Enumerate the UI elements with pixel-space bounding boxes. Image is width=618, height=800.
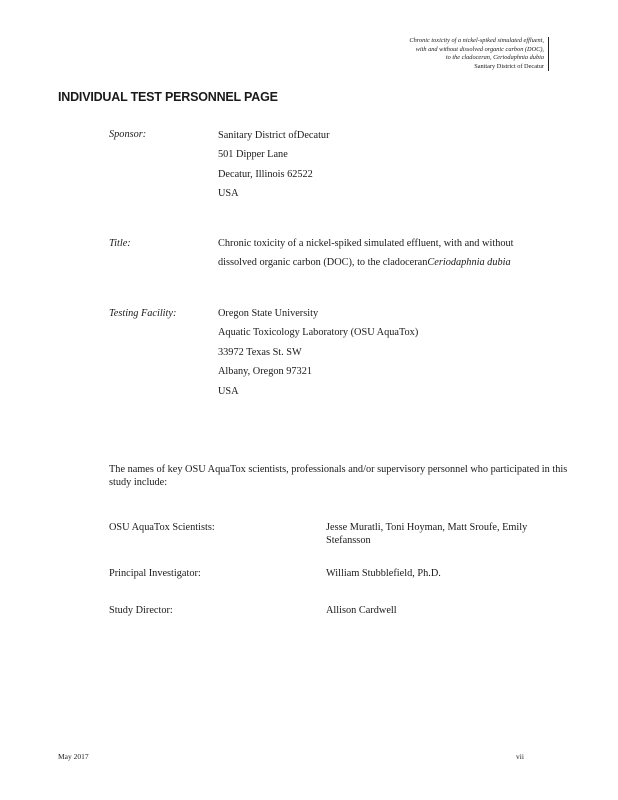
facility-line: USA (218, 385, 239, 397)
personnel-role: Principal Investigator: (109, 568, 201, 579)
facility-line: Oregon State University (218, 308, 319, 319)
title-label: Title: (109, 238, 131, 249)
sponsor-label: Sponsor: (109, 129, 147, 140)
personnel-role: OSU AquaTox Scientists: (109, 522, 215, 533)
facility-line: Aquatic Toxicology Laboratory (OSU AquaTox) (218, 327, 419, 339)
personnel-names: Jesse Muratli, Toni Hoyman, Matt Sroufe, Emily Stefansson (326, 522, 528, 546)
facility-line: 33972 Texas St. SW (218, 346, 302, 358)
facility-address (218, 304, 418, 401)
sponsor-line: Sanitary District ofDecatur (218, 130, 330, 141)
footer-date: May 2017 (58, 752, 89, 761)
header-line-2: with and without dissolved organic carbon (DOC), (415, 45, 544, 53)
header-line-3: to the cladoceran, Ceriodaphnia dubia (445, 54, 544, 62)
header-line-1: Chronic toxicity of a nickel-spiked simulated effluent, (409, 37, 544, 44)
sponsor-line: USA (218, 188, 239, 200)
personnel-role: Study Director: (109, 605, 173, 616)
facility-label: Testing Facility: (109, 308, 177, 319)
facility-line: Albany, Oregon 97321 (218, 366, 312, 378)
page-title: INDIVIDUAL TEST PERSONNEL PAGE (58, 90, 278, 104)
sponsor-line: 501 Dipper Lane (218, 149, 288, 161)
study-title-text (218, 234, 514, 273)
running-header (409, 37, 549, 71)
study-title-line-1: Chronic toxicity of a nickel-spiked simulated effluent, with and without (218, 238, 514, 249)
sponsor-address (218, 126, 330, 204)
sponsor-line: Decatur, Illinois 62522 (218, 168, 313, 180)
header-line-4: Sanitary District of Decatur (474, 62, 544, 70)
footer-page-number: vii (516, 752, 524, 761)
study-title-line-2: dissolved organic carbon (DOC), to the cladoceranCeriodaphnia dubia (218, 257, 511, 269)
personnel-names: William Stubblefield, Ph.D. (326, 568, 441, 579)
personnel-names: Allison Cardwell (326, 605, 397, 616)
personnel-intro: The names of key OSU AquaTox scientists, professionals and/or supervisory personnel who participated in this study include: (109, 464, 568, 488)
